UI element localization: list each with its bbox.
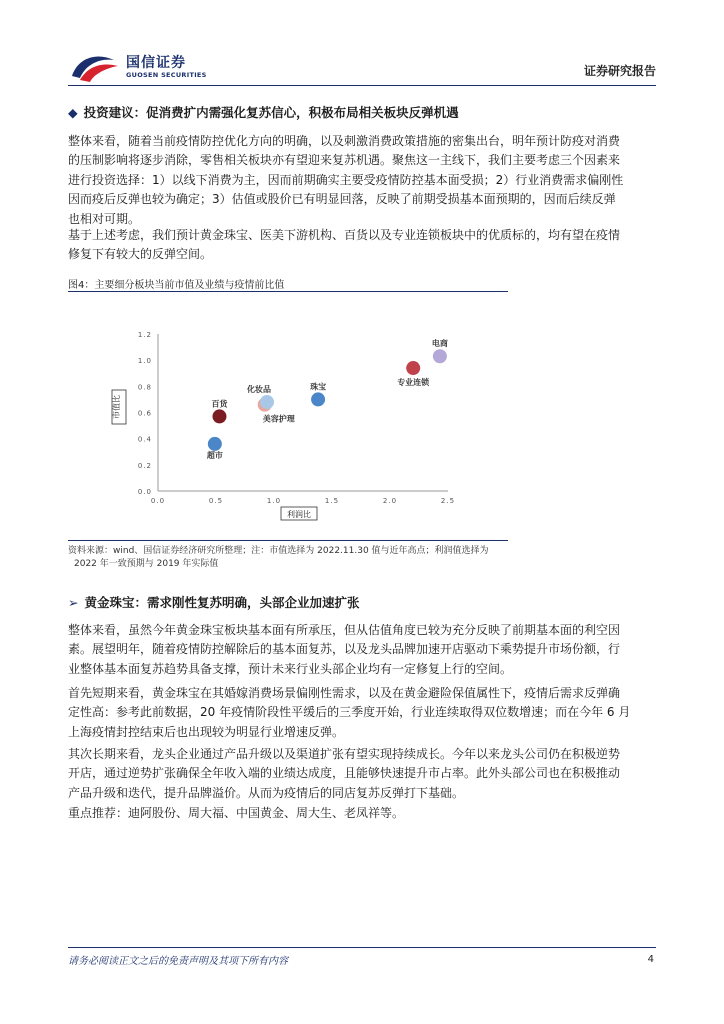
section1-title: ◆ 投资建议：促消费扩内需强化复苏信心，积极布局相关板块反弹机遇 <box>68 105 459 120</box>
y-axis-title: 市值比 <box>112 395 121 419</box>
section2-paragraph-4: 重点推荐：迪阿股份、周大福、中国黄金、周大生、老凤祥等。 <box>68 806 405 820</box>
guosen-logo-icon <box>70 50 120 84</box>
scatter-point <box>208 437 222 451</box>
chart-axes <box>158 334 448 491</box>
x-tick-label: 2.5 <box>440 497 456 505</box>
scatter-points <box>208 349 447 451</box>
logo-cn-text: 国信证券 <box>126 55 186 71</box>
arrow-bullet-icon: ➢ <box>68 595 79 610</box>
y-tick-label: 0.8 <box>137 383 152 392</box>
section1-paragraph-2: 基于上述考虑，我们预计黄金珠宝、医美下游机构、百货以及专业连锁板块中的优质标的，均有望在疫情 修复下有较大的反弹空间。 <box>68 228 621 262</box>
point-label: 百货 <box>211 399 228 409</box>
guosen-logo <box>70 50 210 86</box>
scatter-point <box>311 392 325 406</box>
x-tick-label: 2.0 <box>382 497 398 505</box>
page-number: 4 <box>647 954 654 965</box>
x-tick-label: 1.0 <box>266 497 282 505</box>
header-divider <box>68 85 656 86</box>
scatter-point <box>433 349 447 363</box>
y-tick-label: 0.4 <box>137 435 152 444</box>
x-tick-label: 1.5 <box>324 497 340 505</box>
section2-paragraph-1: 整体来看，虽然今年黄金珠宝板块基本面有所承压，但从估值角度已较为充分反映了前期基本面的利空因 素。展望明年，随着疫情防控解除后的基本面复苏，以及龙头品牌加速开店驱动下乘势提升市场份额，行 业整体基本面复苏趋势具备支撑，预计未来行业头部企业均有一定修复上行的空间。 <box>68 623 621 676</box>
point-label: 超市 <box>206 450 223 460</box>
figure-title: 图4：主要细分板块当前市值及业绩与疫情前比值 <box>68 280 285 291</box>
y-tick-label: 1.2 <box>137 331 152 339</box>
x-tick-labels <box>151 497 455 505</box>
point-label: 化妆品 <box>247 385 272 395</box>
point-label: 美容护理 <box>262 414 295 424</box>
scatter-point <box>212 409 226 423</box>
scatter-point <box>260 395 274 409</box>
section2-paragraph-3: 其次长期来看，龙头企业通过产品升级以及渠道扩张有望实现持续成长。今年以来龙头公司仍在积极逆势 开店，通过逆势扩张确保全年收入端的业绩达成度，且能够快速提升市占率。此外头部公司也在积极推动 产品升级和迭代，提升品牌溢价。从而为疫情后的同店复苏反弹打下基础。 <box>68 747 621 800</box>
x-tick-label: 0.5 <box>208 497 224 505</box>
logo-en-text: GUOSEN SECURITIES <box>126 71 207 79</box>
section2-paragraph-2: 首先短期来看，黄金珠宝在其婚嫁消费场景偏刚性需求，以及在黄金避险保值属性下，疫情后需求反弹确 定性高：参考此前数据，20 年疫情阶段性平缓后的三季度开始，行业连续取得双位数增速；而在今年 6 月 上海疫情封控结束后也出现较为明显行业增速反弹。 <box>68 686 631 739</box>
point-label: 专业连锁 <box>397 378 430 388</box>
point-label: 电商 <box>431 339 448 349</box>
x-axis-title: 利润比 <box>287 510 311 519</box>
figure-bottom-rule <box>68 540 508 541</box>
y-tick-label: 0.0 <box>137 488 152 496</box>
point-label: 珠宝 <box>310 382 327 392</box>
section2-title: ➢ 黄金珠宝：需求刚性复苏明确，头部企业加速扩张 <box>68 595 360 610</box>
point-labels <box>207 338 448 460</box>
figure-top-rule <box>68 291 508 292</box>
y-tick-label: 0.6 <box>137 409 152 418</box>
scatter-point <box>406 361 420 375</box>
section1-paragraph-1: 整体来看，随着当前疫情防控优化方向的明确，以及刺激消费政策措施的密集出台，明年预计防疫对消费 的压制影响将逐步消除，零售相关板块亦有望迎来复苏机遇。聚焦这一主线下，我们主要考虑三个因素来 进行投资选择：1）以线下消费为主，因而前期确实主要受疫情防控基本面受损；2）行业消费需求偏刚性 因而疫后反弹也较为确定；3）估值或股价已有明显回落，反映了前期受损基本面预期的，因而后续反弹 也相对可期。 <box>68 134 624 226</box>
footer-disclaimer: 请务必阅读正文之后的免责声明及其项下所有内容 <box>68 956 288 967</box>
scatter-chart <box>110 320 490 525</box>
y-tick-labels <box>138 331 152 496</box>
footer-divider <box>68 947 656 948</box>
y-tick-label: 1.0 <box>137 357 152 366</box>
page-header <box>0 0 724 90</box>
figure-source-note: 资料来源：wind、国信证券经济研究所整理；注：市值选择为 2022.11.30 值与近年高点；利润值选择为 2022 年一致预期与 2019 年实际值 <box>68 546 489 569</box>
report-type-label: 证券研究报告 <box>583 64 656 78</box>
x-tick-label: 0.0 <box>150 497 166 505</box>
diamond-bullet-icon: ◆ <box>68 105 78 120</box>
y-tick-label: 0.2 <box>137 461 152 470</box>
